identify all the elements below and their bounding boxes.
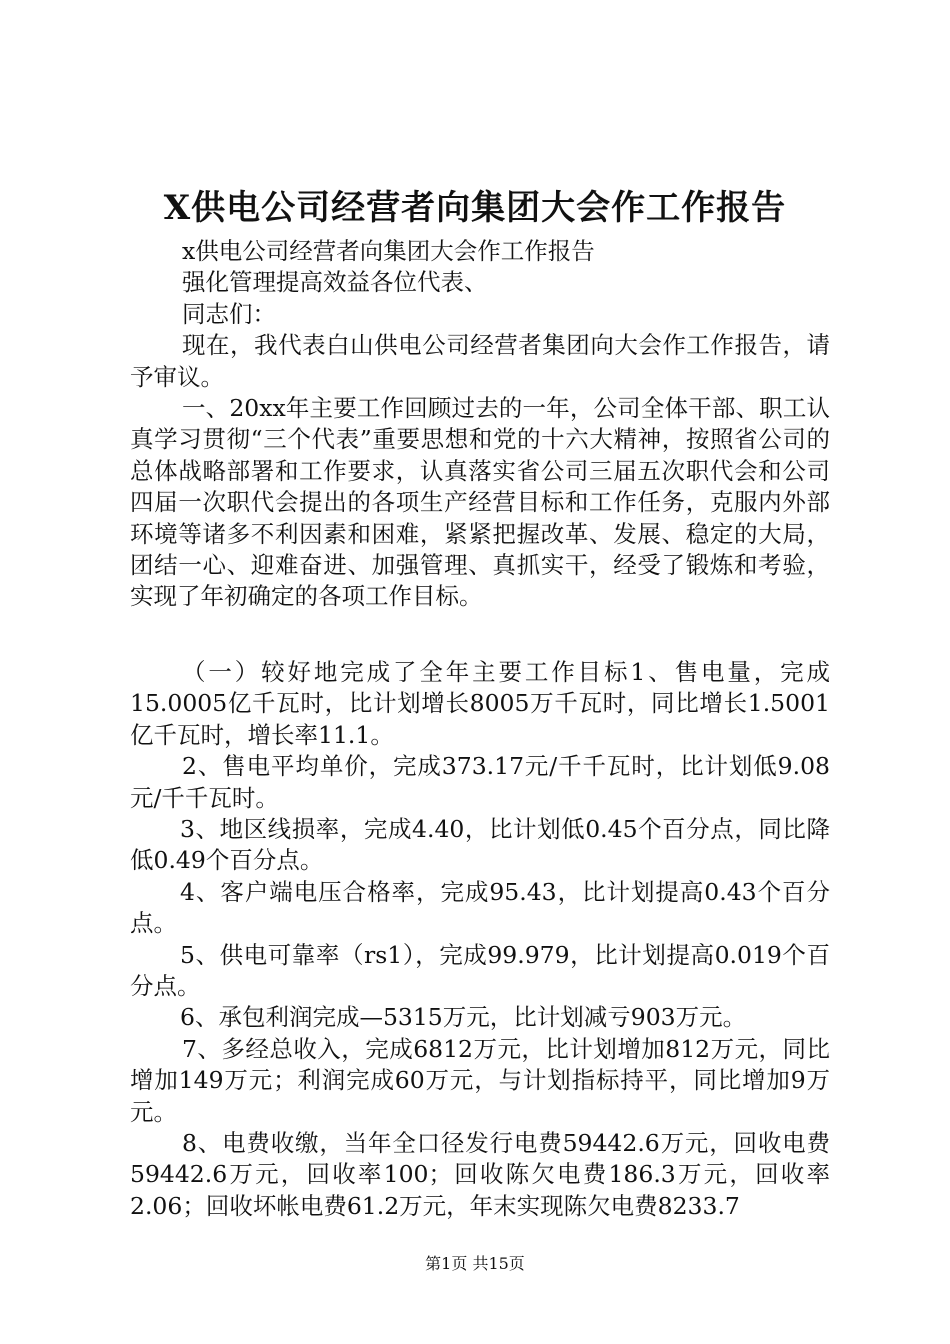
paragraph-salutation: 同志们： <box>182 299 276 328</box>
paragraph-item-4: 4、客户端电压合格率，完成95.43，比计划提高0.43个百分点。 <box>130 877 830 938</box>
paragraph-item-3: 3、地区线损率，完成4.40，比计划低0.45个百分点，同比降低0.49个百分点。 <box>130 814 830 875</box>
document-title: X供电公司经营者向集团大会作工作报告 <box>163 188 787 228</box>
paragraph-item-5: 5、供电可靠率（rs1），完成99.979，比计划提高0.019个百分点。 <box>130 940 830 1000</box>
page-number-footer: 第1页 共15页 <box>425 1254 525 1273</box>
document-body <box>130 236 830 1222</box>
paragraph-opening: 现在，我代表白山供电公司经营者集团向大会作工作报告，请予审议。 <box>130 331 830 391</box>
paragraph-item-6: 6、承包利润完成—5315万元，比计划减亏903万元。 <box>180 1003 747 1032</box>
paragraph-item-1: （一）较好地完成了全年主要工作目标1、售电量，完成15.0005亿千瓦时，比计划增长8005万千瓦时，同比增长1.5001亿千瓦时，增长率11.1。 <box>130 657 830 749</box>
paragraph-subtitle: 强化管理提高效益各位代表、 <box>182 268 488 297</box>
paragraph-item-8: 8、电费收缴，当年全口径发行电费59442.6万元，回收电费59442.6万元，回收率100；回收陈欠电费186.3万元，回收率2.06；回收坏帐电费61.2万元，年末实现陈欠电费8233.7 <box>130 1128 830 1220</box>
paragraph-spacer <box>130 613 830 657</box>
paragraph-section-one: 一、20xx年主要工作回顾过去的一年，公司全体干部、职工认真学习贯彻“三个代表”重要思想和党的十六大精神，按照省公司的总体战略部署和工作要求，认真落实省公司三届五次职代会和公司四届一次职代会提出的各项生产经营目标和工作任务，克服内外部环境等诸多不利因素和困难，紧紧把握改革、发展、稳定的大局，团结一心、迎难奋进、加强管理、真抓实干，经受了锻炼和考验，实现了年初确定的各项工作目标。 <box>130 394 830 611</box>
paragraph-item-7: 7、多经总收入，完成6812万元，比计划增加812万元，同比增加149万元；利润完成60万元，与计划指标持平，同比增加9万元。 <box>130 1034 830 1126</box>
paragraph-report-title: x供电公司经营者向集团大会作工作报告 <box>182 237 595 265</box>
paragraph-item-2: 2、售电平均单价，完成373.17元/千千瓦时，比计划低9.08元/千千瓦时。 <box>130 752 830 812</box>
